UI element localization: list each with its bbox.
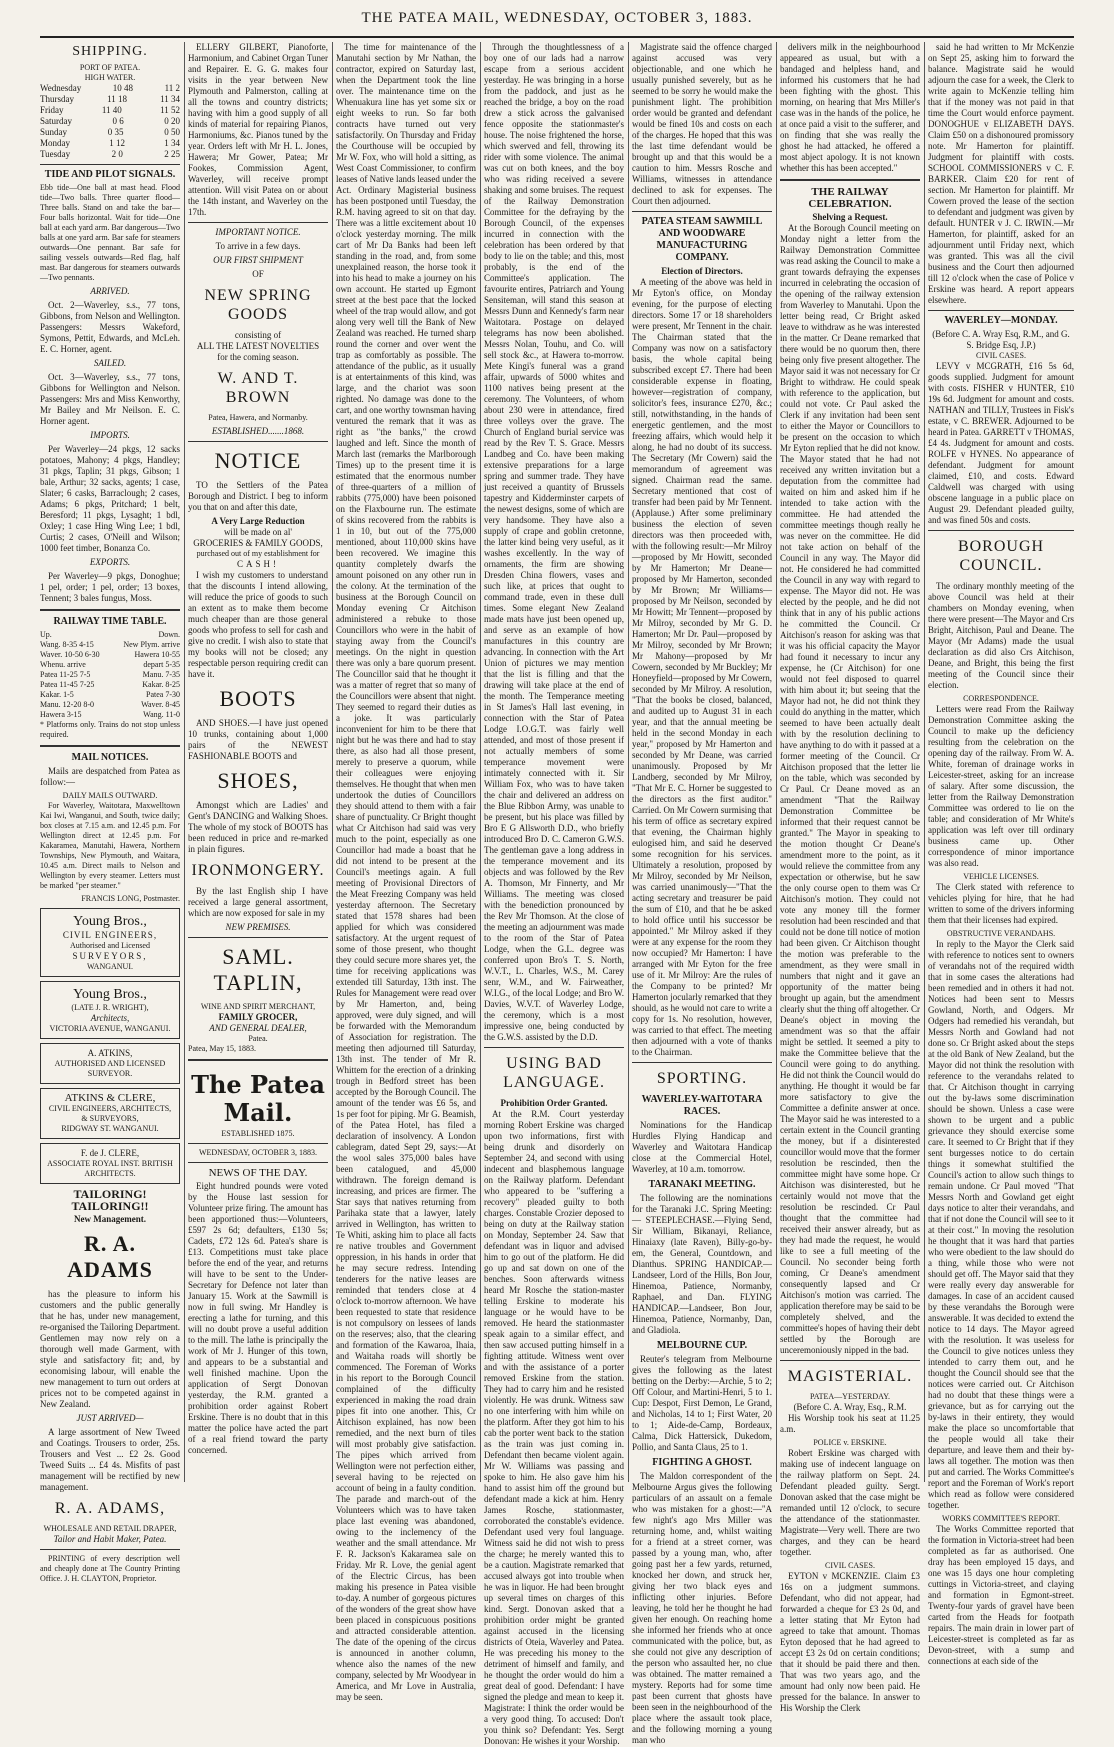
mail-title: MAIL NOTICES. — [71, 752, 149, 763]
tide-day: Thursday — [40, 94, 74, 104]
just-arrived: JUST ARRIVED— — [76, 1413, 144, 1423]
railway-cell: Waver. 8-45 — [141, 700, 180, 709]
first-shipment: OUR FIRST SHIPMENT — [213, 255, 303, 265]
tide-even: 11 34 — [160, 94, 180, 104]
vehicle-title: VEHICLE LICENSES. — [963, 872, 1039, 881]
col3-text: The time for maintenance of the Manutahi section by Mr Nathan, the contractor, expired on Saturday last, when the Department took the line over. The maintenance time on the Whenuakura line has yet some six or eight weeks to run. So far both contracts have turned out very satisfactorily. On Thursday and Friday the Courthouse will be occupied by Mr W. Fox, who will hold a sitting, as West Coast Commissioner, to confirm leases of Native lands leased under the Act. Ordinary Magisterial business has been postponed until Tuesday, the R.M. having agreed to sit on that day. There was a little excitement about 10 o'clock yesterday morning. The milk cart of Mr Da Banks had been left standing in the road, and, from some unexplained reason, the horse took it into his head to make a journey on his own account. He started up Egmont street at the best pace that the locked wheel of the trap would allow, and got along very well till the Bank of New Zealand was reached. He turned sharp round the corner and over went the trap as comfortably as possible. The attendance of the public, as it usually is at entertainments of this kind, was large, and the chariot was soon righted. No damage was done to the cart, and one worthy townsman having ventured the remark that it was as right as "the banks," the crowd laughed and left. Since the month of March last (remarks the Marlborough Times) up to the present time it is estimated that the enormous number of three-quarters of a million of rabbits (775,000) have been poisoned on the Flaxbourne run. The estimate of skins recovered from the rabbits is 1 in 10, but out of the 775,000 mentioned, about 110,000 skins have been recovered. We imagine this quantity completely dwarfs the amount poisoned on any other run in the colony. At the termination of the business at the Borough Council on Monday evening Cr Aitchison administered a rebuke to those Councillors who were in the habit of staying away from the Council's meetings. On the night in question there was only a bare quorum present. The Councillor said that he thought it was a matter of regret that so many of the Councillors were absent that night. They seemed to regard their duties as a joke. It was particularly inconvenient for him to be there that night but he was there and had to stay there, as also had all those present, merely to preserve a quorum, while their colleagues were enjoying themselves. He thought that when men undertook the duties of Councillors they should attend to them with a fair share of punctuality. Cr Bright thought what Cr Aitchison had said was very much to the point, especially as one Councillor had made a boast that he did not intend to be present at the Council's meetings again. A full meeting of Provisional Directors of the Meat Freezing Company was held yesterday afternoon. The Secretary stated that 1578 shares had been applied for which was considered satisfactory. At the urgent request of some of those present, who thought they could secure more shares yet, the time for receiving applications was extended till Saturday, 13th inst. The Rules for Management were read over by Mr Hamerton, and, being approved, were duly signed, and will be forwarded with the Memorandum of Association for registration. The meeting then adjourned till Saturday, 13th inst. The tender of Mr R. Whittem for the erection of a drinking trough in Bedford street has been accepted by the Borough Council. The amount of the tender was £6 5s, and 1s per foot for piping. Mr G. Beamish, of the Patea Hotel, has filed a declaration of insolvency. A London cablegram, dated Sept 29, says:—At the wool sales 375,000 bales have been catalogued, and 45,000 withdrawn. The foreign demand is increasing, and prices are firmer. The Star says that natives returning from Parihaka state that a lawyer, lately arrived in Wellington, has written to Te Whiti, asking him to place all facts re native troubles and Government oppression, in his hands in order that he may secure redress. Intending tenderers for the native leases are reminded that tenders close at 4 o'clock to-morrow afternoon. We have been requested to state that residence is not compulsory on lessees of lands on the reserves; also, that the clearing and formation of the Kawaroa, Ihaia, and Waitaha roads will shortly be commenced. The Foreman of Works in his report to the Borough Council complained of the difficulty experienced in making the road drain pipes fit into one another. This, Cr Aitchison explained, has now been remedied, and the next burn of tiles will most probably give satisfaction. The pipes which arrived from Wellington were not perfection either, several having to be rejected on account of being in a faulty condition. The parade and march-out of the Volunteers which was to have taken place last evening was abandoned, owing to the inclemency of the weather and the small attendance. Mr F. R. Jackson's Kakaramea sale on Friday. Mr R. Love, the genial agent of the Electric Circus, has been making his presence in Patea visible to-day. A number of gorgeous pictures of the wonders of the great show have been placed in conspicuous positions and attracted considerable attention. The date of the opening of the circus is announced in another column, whence also the names of the new company, selected by Mr Woodyear in America, and Mr Love in Australia, may be seen. — [336, 42, 476, 1702]
waverley-title: WAVERLEY—MONDAY. — [944, 315, 1058, 326]
magisterial-title: MAGISTERIAL. — [787, 1368, 913, 1385]
tide-day: Monday — [40, 138, 70, 148]
railway-cell: depart 5-35 — [143, 660, 180, 669]
shoes-text: Amongst which are Ladies' and Gent's DANCING and Walking Shoes. The whole of my stock of BOOTS has been reduced in price and re-marked in plain figures. — [188, 800, 328, 854]
tide-day: Sunday — [40, 127, 67, 137]
column-rule — [628, 42, 629, 1482]
young1-sub: Authorised and Licensed — [70, 941, 150, 950]
tailoring-title: TAILORING! TAILORING!! — [71, 1187, 149, 1213]
tide-day: Friday — [40, 105, 64, 115]
col5-text4: The following are the nominations for the Taranaki J.C. Spring Meeting:— STEEPLECHASE.—Flying Send, Sir William, Bikanayi, Reliance, Hinaiaxy (late Raven), Billy-go-by-em, the General, Countdown, and Dianthus. SPRING HANDICAP.—Landseer, Lord of the Hills, Bon Jour, Hinemoa, Patience, Normanby, Raphael, and Dan. FLYING HANDICAP.—Landseer, Bon Jour, Hinemoa, Patience, Normanby, Dan, and Gladiola. — [632, 1193, 772, 1335]
column-2 — [188, 42, 328, 1482]
railway-up: Up. — [40, 630, 52, 639]
reduction: A Very Large Reduction — [211, 516, 305, 526]
railway-note: * Platforms only. Trains do not stop unless required. — [40, 720, 180, 739]
signals-text: Ebb tide—One ball at mast head. Flood tide—Two balls. Three quarter flood—Three balls. Stand on and take the bar—Four balls horizontal. Wait for tide—One ball at each yard arm. Bar dangerous—Two balls at one yard arm. Bar safe for steamers outwards—One pennant. Bar safe for sailing vessels outwards—Red flag, half mast. Bar dangerous for steamers outwards—Two pennants. — [40, 183, 180, 282]
col4-text2: At the R.M. Court yesterday morning Robert Erskine was charged upon two informations, first with being drunk and disorderly on September 24, and second with using indecent and blasphemous language on the Railway platform. Defendant who appeared to be "suffering a recovery" pleaded guilty to both charges. Constable Crozier deposed to being on duty at the Railway station on Monday, September 24. Saw that defendant was in liquor and advised him to go out of the platform. He did go up and sat down on one of the benches. Soon afterwards witness heard Mr Rosche the station-master telling Erskine to moderate his language or he would have to be removed. He heard the stationmaster speak again to a similar effect, and then saw accused putting himself in a fighting attitude. Witness went over and with the assistance of a porter removed Erskine from the station. They had to carry him and he resisted violently. He was drunk. Witness saw no one interfering with him while on the platform. After they got him to his cab the porter went back to the station as the train was just coming in. Defendant then became violent again. Mr W. Williams was passing and spoke to him. He also gave him his hand to assist him off the ground but defendant made a kick at him. Henry James Rosche, stationmaster, corroborated the constable's evidence. Defendant used very foul language. Witness said he did not wish to press the charge; he merely wanted this to be a caution. Magistrate remarked that accused always got into trouble when he was in liquor. He had been brought up several times on charges of this kind. Sergt. Donovan asked that a prohibition order might be granted against accused in the licensing districts of Oteia, Waverley and Patea. He was preceding his money to the detriment of himself and family, and he thought the order would do him a great deal of good. Defendant: I have signed the pledge and mean to keep it. Magistrate: I think the order would be a very good thing. To accused: Don't you think so? Defendant: Yes. Sergt Donovan: He wishes it your Worship. — [484, 1109, 624, 1746]
melbourne-title: MELBOURNE CUP. — [656, 1340, 748, 1351]
adams2-sub2: Tailor and Habit Maker, Patea. — [53, 1534, 167, 1544]
waverley-civil: CIVIL CASES. — [976, 351, 1026, 360]
railway-row — [40, 690, 180, 700]
waverley-before: (Before C. A. Wray Esq, R.M., and G. S. Bridge Esq, J.P.) — [932, 329, 1070, 350]
railway-cell: Wang. 11-0 — [143, 710, 180, 719]
of-text: OF — [252, 269, 264, 279]
tide-day: Saturday — [40, 116, 72, 126]
taplin-dealer: AND GENERAL DEALER, — [209, 1023, 307, 1033]
tide-table — [40, 83, 180, 160]
high-water: HIGH WATER. — [84, 73, 136, 82]
brown-title: W. AND T. BROWN — [217, 370, 299, 406]
ironmongery-title: IRONMONGERY. — [191, 862, 325, 879]
tide-row — [40, 94, 180, 105]
notice-title: NOTICE — [214, 448, 302, 473]
young2-arch: Architects, — [90, 1013, 130, 1023]
tide-even: 2 25 — [164, 149, 180, 159]
paper-est: ESTABLISHED 1875. — [221, 1129, 295, 1138]
column-4 — [484, 42, 624, 1746]
clere-ad — [40, 1143, 180, 1184]
tide-row — [40, 127, 180, 138]
obstructive-title: OBSTRUCTIVE VERANDAHS. — [946, 929, 1056, 938]
mail-daily: DAILY MAILS OUTWARD. — [62, 791, 158, 800]
works-title: WORKS COMMITTEE'S REPORT. — [942, 1514, 1060, 1523]
tailoring-sub: New Management. — [74, 1214, 146, 1224]
tide-day: Tuesday — [40, 149, 71, 159]
printing-notice: PRINTING of every description well and cheaply done at The Country Printing Office. J. H. CLAYTON, Proprietor. — [40, 1554, 180, 1583]
ac-place: RIDGWAY ST. WANGANUI. — [61, 1124, 159, 1133]
just-arrived-text: A large assortment of New Tweed and Coatings. Trousers to order, 25s. Trousers and Vest ... £2 2s. Good Tweed Suits ... £4 4s. Misfits of past management will be rectified by new management. — [40, 1427, 180, 1492]
mail-text: For Waverley, Waitotara, Maxwelltown Kai Iwi, Wanganui, and South, twice daily; box closes at 7.15 a.m. and 12.45 p.m. For Wellington direct at 12.45 p.m. For Kakaramea, Manutahi, Hawera, Northern Townships, New Plymouth, and Waitara, 10.45 a.m. Direct mails to Nelson and Wellington by every steamer. Letters must be marked "per steamer." — [40, 801, 180, 890]
col7-text3: The ordinary monthly meeting of the above Council was held at their chambers on Monday evening, when there were present—The Mayor and Crs Bright, Aitchison, Paul and Deane. The Mayor (Mr Adams) made the usual declaration as did also Crs Aitchison, Deane, and Bright, this being the first meeting of the Council since their election. — [928, 581, 1074, 690]
tide-even: 11 2 — [164, 83, 180, 93]
exports-title: EXPORTS. — [89, 557, 131, 567]
taplin-date: Patea, May 15, 1883. — [188, 1044, 256, 1053]
police-title: POLICE v. ERSKINE. — [813, 1438, 887, 1447]
railway-cell: New Plym. arrive — [123, 640, 180, 649]
atkins-sub: AUTHORISED AND LICENSED SURVEYOR. — [54, 1059, 166, 1078]
groceries-sub: purchased out of my establishment for — [196, 549, 320, 558]
clere-name: F. de J. CLERE, — [80, 1148, 140, 1158]
ac-sub: CIVIL ENGINEERS, ARCHITECTS, & SURVEYORS, — [48, 1104, 172, 1123]
column-rule — [776, 42, 777, 1482]
before-text: (Before C. A. Wray, Esq., R.M. — [793, 1402, 907, 1412]
railway-cell: Hawera 3-15 — [40, 710, 82, 719]
young2-place: VICTORIA AVENUE, WANGANUI. — [49, 1024, 171, 1033]
yesterday-sub: PATEA—YESTERDAY. — [810, 1392, 890, 1401]
col5-text5: Reuter's telegram from Melbourne gives the following as the latest betting on the Derby:—Archie, 5 to 2; Off Colour, and Martini-Henri, 5 to 1. Cup: Despot, First Demon, Le Grand, and Nicholas, 14 to 1; First Water, 20 to 1; Aide-de-Camp, Bordeaux, Calma, Dick Hattersick, Dukedom, Pollio, and Santa Claus, 25 to 1. — [632, 1354, 772, 1452]
col6-text: delivers milk in the neighbourhood appeared as usual, but with a bandaged and helpless hand, and informed his customers that he had been fighting with the ghost. This morning, on hearing that Mrs Miller's case was in the hands of the police, he at once paid a visit to the sufferer, and on finding that she was really the ghost he had attacked, he offered a most abject apology. It is not known whether this has been accepted." — [780, 42, 920, 173]
young-bros-ad — [40, 908, 180, 977]
column-1 — [40, 42, 180, 1583]
column-6 — [780, 42, 920, 1713]
prohibition-sub: Prohibition Order Granted. — [500, 1098, 608, 1108]
railway-row — [40, 650, 180, 660]
railway-row — [40, 680, 180, 690]
sporting-title: SPORTING. — [656, 1070, 748, 1087]
novelties: ALL THE LATEST NOVELTIES — [196, 341, 320, 351]
railway-rows — [40, 640, 180, 720]
ac-name: ATKINS & CLERE, — [64, 1092, 156, 1104]
column-rule — [332, 42, 333, 1482]
col6-text4: Robert Erskine was charged with making use of indecent language on the railway platform on Sept. 24. Defendant pleaded guilty. Sergt. Donovan asked that the case might be remanded until 12 o'clock, to secure the attendance of the stationmaster. Magistrate—Very well. There are two charges, and they can be heard together. — [780, 1448, 920, 1557]
adams-text: has the pleasure to inform his customers and the public generally that he has, under new management, re-organised the Tailoring Department. Gentlemen may now rely on a thorough well made Garment, with style and satisfactory fit; and, by economising labour, will enable the new management to turn out orders at prices not to be competed against in New Zealand. — [40, 1289, 180, 1409]
col6-text2: At the Borough Council meeting on Monday night a letter from the Railway Demonstration Committee was read asking the Council to make a grant towards defraying the expenses incurred in celebrating the occasion of the opening of the railway extension from Waverley to Manutahi. Upon the letter being read, Cr Bright asked leave to withdraw as he was interested in the matter. Cr Deane remarked that there would be no quorum then, there being only five present altogether. The Mayor said it was not necessary for Cr Bright to withdraw. He could speak with reference to the application, but could not vote. Cr Paul asked the Clerk if any invitation had been sent to either the Mayor or Councillors to be present on the occasion to which Mr Eyton replied that he did not know. The Mayor stated that he had not received any written invitation but a deputation from the committee had waited on him and asked him if he intended to take action with the committee. He had attended the committee meetings though really he was never on the committee. He did not take action on behalf of the Council in any way. The Mayor did not. He considered he had committed the Council in any way with regard to expense. The Mayor did not. He was elected by the people, and he did not think that in any of his public actions he committed the Council. Cr Aitchison's reason for asking was that it was his official capacity the Mayor had found it necessary to incur any expense, he (Cr Aitchison) for one would not feel disposed to quarrel with him about it; but seeing that the Mayor had not, he did not think they could do anything in the matter, which seemed to have been actually dealt with by the resolution declining to have anything to do with it passed at a former meeting of the Council. Cr Aitchison proposed that the letter lie on the table, which was seconded by Cr Paul. Cr Deane moved as an amendment "That the Railway Demonstration Committee be informed that their request cannot be granted." The Mayor in speaking to the motion thought Cr Deane's amendment more to the point, as it would relieve the committee from any expectation or otherwise, but he saw the only course open to them was Cr Aitchison's motion. They could not vote any money till the former resolution had been rescinded and that could not be done till notice of motion had been given. Cr Aitchison thought the motion was preferable to the amendment, as they were small in numbers that night and it gave an opportunity of the matter being brought up again, but the amendment clearly shut the thing off altogether. Cr Deane's object in moving the amendment was so that the affair might be settled. It seemed a pity to make the Committee believe that the Council were going to do anything. He did not think the Council would do anything. He thought it would be far more satisfactory to give the Committee a definite answer at once. The Mayor said he was interested to a certain extent in the Council granting the money, but if a disinterested councillor would move that the former resolution be rescinded, then the committee might have some hope. Cr Aitchison was disinterested, but he certainly would not move that the resolution be rescinded. Cr Paul thought that the committee had received their answer already, but as they had made the request, he would like to see a full meeting of the Council. No seconder being forth coming, Cr Deane's amendment consequently lapsed and Cr Aitchison's motion was carried. The application therefore may be said to be completely shelved, and the committee's hopes of having their debt settled by the Borough are unceremoniously nipped in the bad. — [780, 223, 920, 1355]
tide-day: Wednesday — [40, 83, 82, 93]
tide-morn: 2 0 — [111, 149, 123, 159]
tide-even: 0 20 — [164, 116, 180, 126]
arrived-title: ARRIVED. — [90, 286, 130, 296]
news-title: NEWS OF THE DAY. — [208, 1167, 308, 1179]
taranaki-title: TARANAKI MEETING. — [648, 1179, 756, 1190]
tide-row — [40, 105, 180, 116]
exports-text: Per Waverley—9 pkgs, Donoghue; 1 pel, order; 1 pel, order; 13 boxes, Tennent; 3 bales fungus, Moss. — [40, 571, 180, 603]
tide-morn: 11 40 — [101, 105, 122, 115]
notice-text: TO the Settlers of the Patea Borough and District. I beg to inform you that on and after this date, — [188, 480, 328, 512]
news-text: Eight hundred pounds were voted by the House last session for Volunteer prize firing. The amount has been apportioned thus:—Volunteers, £597 2s 6d; defaulters, £130 5s; Cadets, £72 12s 6d. Patea's share is £13. Competitions must take place before the end of the year, and returns will have to be sent to the Under-Secretary for Defence not later than January 15. Work at the Sawmill is now in full swing. Mr Handley is erecting a lathe for turning, and this will no doubt prove a useful addition to the mill. The lathe is principally the work of Mr J. Hunger of this town, and appears to be a substantial and well finished machine. Upon the application of Sergt Donovan yesterday, the R.M. granted a prohibition order against Robert Erskine. There is no doubt that in this matter the police have acted the part of a real friend toward the party concerned. — [188, 1181, 328, 1455]
col6-text5: EYTON v MCKENZIE. Claim £3 16s on a judgment summons. Defendant, who did not appear, had forwarded a cheque for £3 2s 0d, and a letter stating that Mr Eyton had agreed to take that amount. Thomas Eyton deposed that he had agreed to accept £3 2s 0d on certain conditions; that it should be paid there and then. That was two years ago, and the amount had only now been paid. He pressed for the balance. In answer to His Worship the Clerk — [780, 1571, 920, 1713]
bad-language-title: USING BAD LANGUAGE. — [503, 1055, 605, 1091]
celebration-title: THE RAILWAY CELEBRATION. — [808, 186, 892, 210]
atkins-name: A. ATKINS, — [87, 1048, 133, 1058]
railway-cell: Patea 11-25 7-5 — [40, 670, 91, 679]
col7-text2: LEVY v MCGRATH, £16 5s 6d, goods supplied. Judgment for amount with costs. FISHER v HUNTER, £10 19s 6d. Judgment for amount and costs. NATHAN and TILLY, Trustees in Fisk's estate, v C. BREWER. Adjourned to be heard in Patea. GARRETT v THOMAS, £4 4s. Judgment for amount and costs. ROLFE v HYNES. No appearance of defendant. Judgment for amount claimed, £10, and costs. Edward Caldwell was charged with using obscene language in a public place on August 29. Defendant pleaded guilty, and was fined 50s and costs. — [928, 361, 1074, 525]
reduction-sub: will be made on al' — [223, 527, 293, 537]
col5-text6: The Maldon correspondent of the Melbourne Argus gives the following particulars of an assault on a female who was mistaken for a ghost:—"A few night's ago Mrs Miller was returning home, and, whilst waiting for a friend at a street corner, was passed by a young man, who, after going past her a few yards, returned, knocked her down, and struck her, giving her two black eyes and inflicting other injuries. Before leaving, he told her he thought he had given her enough. On reaching home she informed her friends who at once communicated with the police, but, as she could not give any description of the person who assaulted her, no clue was obtained. The matter remained a mystery. Reports had for some time past been current that ghosts have been seen in the neighbourhood of the place where the assault took place, and the following morning a young man who — [632, 1471, 772, 1745]
tide-row — [40, 138, 180, 149]
young-bros-architects-ad — [40, 981, 180, 1039]
young2-name: Young Bros., — [73, 987, 147, 1002]
mail-intro: Mails are despatched from Patea as follow:— — [40, 766, 180, 787]
consisting: consisting of — [234, 330, 282, 340]
races-title: WAVERLEY-WAITOTARA RACES. — [641, 1094, 763, 1117]
election-title: Election of Directors. — [661, 266, 743, 276]
sawmill-title: PATEA STEAM SAWMILL AND WOODWARE MANUFACTURING COMPANY. — [641, 216, 763, 263]
tide-even: 11 52 — [160, 105, 180, 115]
column-3 — [336, 42, 476, 1702]
young1-place: WANGANUI. — [87, 962, 133, 971]
railway-row — [40, 640, 180, 650]
arrive-text: To arrive in a few days. — [215, 241, 301, 251]
railway-cell: Wang. 8-35 4-15 — [40, 640, 94, 649]
boots-text: AND SHOES.—I have just opened 10 trunks, containing about 1,000 pairs of the NEWEST FASHIONABLE BOOTS and — [188, 718, 328, 761]
column-5 — [632, 42, 772, 1745]
railway-cell: Kakar. 8-25 — [142, 680, 180, 689]
new-premises: NEW PREMISES. — [225, 922, 291, 932]
col5-text2: A meeting of the above was held in Mr Eyton's office, on Monday evening, for the purpose of electing directors. Some 17 or 18 shareholders were present, Mr Tennent in the chair. The Chairman stated that the Company was now on a satisfactory basis, the whole capital being subscribed except £7. There had been considerable expense in floating, however—registration of company, solicitor's fees, insurance £270, &c.; still, notwithstanding, in the hands of energetic gentlemen, and the most freezing affairs, which would help it along, he had no doubt of its success. The Secretary (Mr Cowern) said the memorandum of agreement was signed. Chairman read the same. Secretary mentioned that cost of transfer had been paid by Mr Tennent. (Applause.) After some preliminary business the election of seven directors was then proceeded with, with the following result:—Mr Milroy—proposed by Mr Howitt, seconded by Mr Hamerton; Mr Deane—proposed by Mr Hamerton, seconded by Mr Brown; Mr Williams—proposed by Mr Neilson, seconded by Mr Howitt; Mr Tennent—proposed by Mr Milroy, seconded by Mr G. D. Hamerton; Mr Dr. Paul—proposed by Mr Milroy, seconded by Mr Brown; Mr Mahony—proposed by Mr Cowern, seconded by Mr Buckley; Mr Honeyfield—proposed by Mr Cowern, seconded by Mr Milroy. A resolution, "That the books be closed, balanced, and audited up to August 31 in each year, and that the annual meeting be held in the second Monday in each year," proposed by Mr Hamerton and seconded by Mr Deane, was carried unanimously. Proposed by Mr Landberg, seconded by Mr Milroy, "That Mr E. C. Horner be suggested to the directors as the first auditor." Carried. On Mr Cowern surmising that his term of office as secretary expired that evening, the Chairman highly eulogised him, and said he deserved some recognition for his services. Ultimately a resolution, proposed by Mr Milroy, seconded by Mr Neilson, was carried unanimously—"That the acting secretary and treasurer be paid the sum of £10, and that he be asked to hold office until his successor be appointed." Mr Milroy asked if they were at any expense for the room they now occupied? Mr Hamerton: I have arranged with Mr Eyton for the free use of it. Mr Milroy: Are the rules of the Company to be printed? Mr Hamerton jocularly remarked that they should, as he would not care to write a copy for 1s. No resolution, however, was carried to that effect. The meeting then adjourned with a vote of thanks to the Chairman. — [632, 277, 772, 1057]
shoes-title: SHOES, — [217, 768, 299, 793]
railway-cell: Waver. 10-50 6-30 — [40, 650, 100, 659]
boots-title: BOOTS — [219, 686, 297, 711]
railway-cell: Whenu. arrive — [40, 660, 86, 669]
col5-text3: Nominations for the Handicap Hurdles Flying Handicap and Waverley and Waitotara Handicap close at the Commercial Hotel, Waverley, at 10 a.m. tomorrow. — [632, 1120, 772, 1174]
railway-cell: Manu. 7-35 — [142, 670, 180, 679]
atkins-clere-ad — [40, 1088, 180, 1139]
borough-title: BOROUGH COUNCIL. — [957, 538, 1045, 574]
cash: CASH! — [236, 559, 279, 569]
taplin-title: SAML. TAPLIN, — [213, 944, 303, 995]
tide-morn: 0 6 — [112, 116, 124, 126]
railway-row — [40, 660, 180, 670]
col7-text7: The Works Committee reported that the formation in Victoria-street had been completed as far as authorised. One dray has been employed 15 days, and one was 15 days one hour completing cuttings in Victoria-street, and claying and formation in Egmont-street. Twenty-four yards of gravel have been carted from the Heads for footpath repairs. The main drain in lower part of Leicester-street is completed as far as Devon-street, with a sump and connections at each side of the — [928, 1524, 1074, 1666]
railway-cell: Manu. 12-20 8-0 — [40, 700, 94, 709]
imports-title: IMPORTS. — [90, 430, 130, 440]
tide-morn: 0 35 — [107, 127, 124, 137]
signals-title: TIDE AND PILOT SIGNALS. — [44, 169, 176, 180]
col7-text5: The Clerk stated with reference to vehicles plying for hire, that he had written to some of the drivers informing them that their licenses had expired. — [928, 882, 1074, 925]
col7-text: said he had written to Mr McKenzie on Sept 25, asking him to forward the balance. Magistrate said he would adjourn the case for a week, the Clerk to write again to McKenzie telling him that if the money was not paid in that time the Court would enforce payment. DONOGHUE v ELIZABETH DAYS. Claim £50 on a dishonoured promissory note. Mr Hamerton for plaintiff. Judgment for plaintiff with costs. SCHOOL COMMISSIONERS v C. F. BARKER. Claim £20 for rent of section. Mr Hamerton for plaintiff. Mr Cowern proved the lease of the section to defendant and judgment was given by default. HUNTER v J. C. IRWIN.—Mr Hamerton, for plaintiff, asked for an adjournment until Friday next, which was granted. This was all the civil business and the Court then adjourned till 12 o'clock when the case of Police v Erskine was heard. A report appears elsewhere. — [928, 42, 1074, 305]
railway-title: RAILWAY TIME TABLE. — [53, 616, 167, 627]
sailed-text: Oct. 3—Waverley, s.s., 77 tons, Gibbons for Wellington and Nelson. Passengers: Mrs and Miss Kenworthy, Mr Bailey and Mr Neilson. E. C. Horner agent. — [40, 372, 180, 426]
ironmongery-text: By the last English ship I have received a large general assortment, which are now exposed for sale in my — [188, 886, 328, 918]
season: for the coming season. — [217, 352, 299, 362]
clere-sub: ASSOCIATE ROYAL INST. BRITISH ARCHITECTS. — [47, 1159, 173, 1178]
atkins-ad — [40, 1043, 180, 1084]
young1-surveyors: SURVEYORS, — [72, 951, 148, 961]
tide-row — [40, 116, 180, 127]
railway-row — [40, 710, 180, 720]
tide-even: 0 50 — [164, 127, 180, 137]
civil-title: CIVIL CASES. — [825, 1561, 875, 1570]
railway-row — [40, 700, 180, 710]
masthead: THE PATEA MAIL, WEDNESDAY, OCTOBER 3, 1883. — [40, 10, 1074, 38]
cash-text: I wish my customers to understand that the discounts I intend allowing, will reduce the price of goods to such an extent as to make them become much cheaper than are those general goods who profess to sell for cash and give no credit. I wish also to state that my books will not be closed; any respectable person requiring credit can have it. — [188, 570, 328, 679]
young2-sub: (LATE J. R. WRIGHT), — [71, 1003, 149, 1012]
gilbert-ad: ELLERY GILBERT, Pianoforte, Harmonium, and Cabinet Organ Tuner and Repairer. E. G. G. makes four visits in the year between New Plymouth and Palmerston, calling at all the towns and country districts; having with him a good supply of all kinds of material for repairing Pianos, Harmoniums, &c. Pianos tuned by the year. Orders left with Mr H. L. Jones, Hawera; Mr Gower, Patea; Mr Fookes, Commission Agent, Waverley, will receive prompt attention. Will visit Patea on or about the 14th instant, and Waverley on the 17th. — [188, 42, 328, 217]
col5-text: Magistrate said the offence charged against accused was very objectionable, and one which he usually punished severely, but as he seemed to be sorry he would make the punishment light. The prohibition order would be granted and defendant would be fined 10s and costs on each of the charges. He hoped that this was the last time defendant would be brought up and that this would be a caution to him. Messrs Rosche and Williams, witnesses in attendance declined to ask for expenses. The Court then adjourned. — [632, 42, 772, 206]
col6-text3: His Worship took his seat at 11.25 a.m. — [780, 1413, 920, 1434]
column-rule — [184, 42, 185, 1482]
railway-cell: Hawera 10-55 — [134, 650, 180, 659]
port-title: PORT OF PATEA. — [79, 63, 141, 72]
tide-morn: 10 48 — [112, 83, 134, 93]
column-rule — [924, 42, 925, 1482]
adams-title: R. A. ADAMS — [67, 1231, 153, 1282]
tide-even: 1 34 — [164, 138, 180, 148]
important-notice: IMPORTANT NOTICE. — [215, 227, 301, 237]
arrived-text: Oct. 2—Waverley, s.s., 77 tons, Gibbons, from Nelson and Wellington. Passengers: Messrs Wakeford, Symons, Pettit, Edwards, and McLeh. E. C. Horner, agent. — [40, 300, 180, 354]
mail-sign: FRANCIS LONG, Postmaster. — [81, 894, 180, 903]
col7-text6: In reply to the Mayor the Clerk said with reference to notices sent to owners of verandahs not of the required width that in some cases the alterations had been remedied and in others it had not. Notices had been sent to Messrs Gowland, North, and Odgers. Mr Odgers had remedied his verandah, but Messrs North and Gowland had not done so. Cr Bright asked about the steps at the old Bank of New Zealand, but the Mayor did not think the resolution with reference to the verandahs related to that. Cr Aitchison thought in carrying out the by-laws some discrimination should be shown. Unless a case were shown to be urgent and a public grievance they should exercise some care. It seemed to Cr Bright that if they sent burgesses notice to do certain things it somewhat stultified the Council's action to allow such things to remain undone. Cr Paul moved "That Messrs North and Gowland get eight days notice to alter their verandahs, and that if not done the Council will see to it at their cost." In moving the resolution he thought that it was hard that parties who were obedient to the law should do a thing, while those who were not should get off. The Mayor said that they were really every day answerable for damages. In case of an accident caused by these verandahs the Borough were answerable. It was decided to extend the notice to 14 days. The Mayor agreed with the resolution. It was useless for the Council to give notices unless they intended to carry them out, and he thought the Council should see that the notices were carried out. Cr Aitchison had no doubt that these things were a grievance, but as for carrying out the by-laws in their entirety, they would make the place so uncomfortable that the people would all take their departure, and leave them and their by-laws all together. The motion was then put and carried. The Works Committee's report and the Foreman of Work's report which read as follow were considered together. — [928, 939, 1074, 1510]
corr-title: CORRESPONDENCE. — [963, 694, 1039, 703]
tide-morn: 1 12 — [109, 138, 125, 148]
shipping-title: SHIPPING. — [72, 44, 148, 59]
column-rule — [480, 42, 481, 1482]
adams2-sub: WHOLESALE AND RETAIL DRAPER, — [43, 1524, 177, 1533]
railway-row — [40, 670, 180, 680]
railway-cell: Patea 11-45 7-25 — [40, 680, 95, 689]
tide-row — [40, 83, 180, 94]
spring-goods: NEW SPRING GOODS — [204, 287, 312, 323]
column-7 — [928, 42, 1074, 1666]
railway-cell: Patea 7-30 — [146, 690, 180, 699]
young1-line: CIVIL ENGINEERS, — [62, 930, 158, 940]
young1-name: Young Bros., — [73, 914, 147, 929]
col7-text4: Letters were read From the Railway Demonstration Committee asking the Council to make up the deficiency resulting from the celebration on the opening day of the railway. From W. A. White, foreman of drainage works in Leicester-street, asking for an increase of salary. After some discussion, the letter from the Railway Demonstration Committee was ordered to lie on the table; and consideration of Mr White's application was left over till ordinary business came up. Other correspondence of minor importance was also read. — [928, 704, 1074, 868]
taplin-grocer: FAMILY GROCER, — [218, 1012, 298, 1022]
paper-date: WEDNESDAY, OCTOBER 3, 1883. — [198, 1148, 318, 1157]
railway-down: Down. — [158, 630, 180, 639]
ghost-title: FIGHTING A GHOST. — [652, 1457, 752, 1468]
brown-place: Patea, Hawera, and Normanby. — [208, 413, 308, 422]
adams2-title: R. A. ADAMS, — [54, 1500, 166, 1517]
taplin-place: Patea. — [248, 1034, 268, 1043]
established: ESTABLISHED.......1868. — [211, 426, 305, 436]
sailed-title: SAILED. — [93, 358, 127, 368]
groceries: GROCERIES & FAMILY GOODS, — [193, 538, 323, 548]
tide-row — [40, 149, 180, 160]
tide-morn: 11 18 — [107, 94, 127, 104]
col4-text: Through the thoughtlessness of a boy one of our lads had a narrow escape from a serious accident yesterday. He was bringing in a horse from the paddock, and just as he reached the bridge, a boy on the road drew a stick across the galvanised fence opposite the stationmaster's house. The noise frightened the horse, which swerved and fell, throwing its rider with some violence. The animal was cut on both knees, and the boy who was riding received a severe shaking and some bruises. The request of the Railway Demonstration Committee for the defraying by the Borough Council, of the expenses incurred in connection with the celebration has been ordered by that body to lie on the table; and this, most probably, is the end of the Committee's application. The favourite entires, Patriarch and Young Sensiteman, will stand this season at Messrs Dunn and Kennedy's farm near Waitotara. Postage on delayed telegrams has now been abolished. Messrs Nolan, Touhu, and Co. will sell stock &c., at Hawera to-morrow. Mete Kingi's funeral was a grand affair, upwards of 5000 whites and 1100 natives being present at the ceremony. The Volunteers, of whom about 230 were in attendance, fired three volleys over the grave. The Church of England burial service was read by the Rev T. S. Grace. Messrs Landbeg and Co. have been making extensive preparations for a large spring and summer trade. They have just received a quantity of Brussels tapestry and Kidderminster carpets of the newest designs, some of which are very handsome. They have also a supply of crape and goblin cretonne, the latter kind being very useful, as it washes excellently. In the way of ornaments, the firm are showing Dresden China flowers, vases and such like, at prices that ought to command trade, even in these dull times. Some elegant New Zealand made mats have just been opened up, and serve as an example of how manufactures in this country are advancing. In connection with the Art Union of pictures we may mention that the list is filling and that the drawing will take place at the end of the month. The Temperance meeting in St James's Hall last evening, in connection with the Star of Patea Lodge I.O.G.T. was fairly well attended, and most of those present if not actually members of some temperance movement were intimately connected with it. Sir William Fox, who was to have taken the chair and delivered an address on the Blue Ribbon Army, was unable to be present, but his place was filled by Bro E G Allsworth D.D., who briefly introduced Bro D. C. Cameron G.W.S. The gentleman gave a long address in the temperance movement and its objects and was followed by the Rev A. Thomson, Mr Finnerty, and Mr Williams. The meeting was closed with the benediction pronounced by the Rev Mr Thomson. At the close of the meeting an adjournment was made to the room of the Star of Patea Lodge, when the G.L. degree was conferred upon Bro's T. S. North, W.V.T., L. Charles, W.S., M. Carey senr, W.M., and W. Fairweather, W.I.G., of the local Lodge; and Bro W. Davies, W.V.T. of Waverley Lodge, the ceremony, which is a most impressive one, being conducted by the G.W.S. assisted by the D.D. — [484, 42, 624, 1042]
taplin-sub: WINE AND SPIRIT MERCHANT, — [200, 1002, 316, 1011]
imports-text: Per Waverley—24 pkgs, 12 sacks potatoes, Mahony; 4 pkgs, Handley; 31 pkgs, Taplin; 31 pkgs, Gibson; 1 bale, Arthur; 32 sacks, agents; 1 case, Slater; 6 casks, Barraclough; 2 cases, Adams; 6 pkgs, Pritchard; 1 belt, Beresford; 11 pkgs, Lysaght; 1 bdl, Oxley; 1 case Hing Wing Lee; 1 bdl, Curtis; 2 cases, O'Neill and Wilson; 1000 feet timber, Bonanza Co. — [40, 444, 180, 553]
paper-title: The Patea Mail. — [191, 1070, 325, 1127]
shelving-sub: Shelving a Request. — [812, 212, 888, 222]
railway-cell: Kakar. 1-5 — [40, 690, 74, 699]
